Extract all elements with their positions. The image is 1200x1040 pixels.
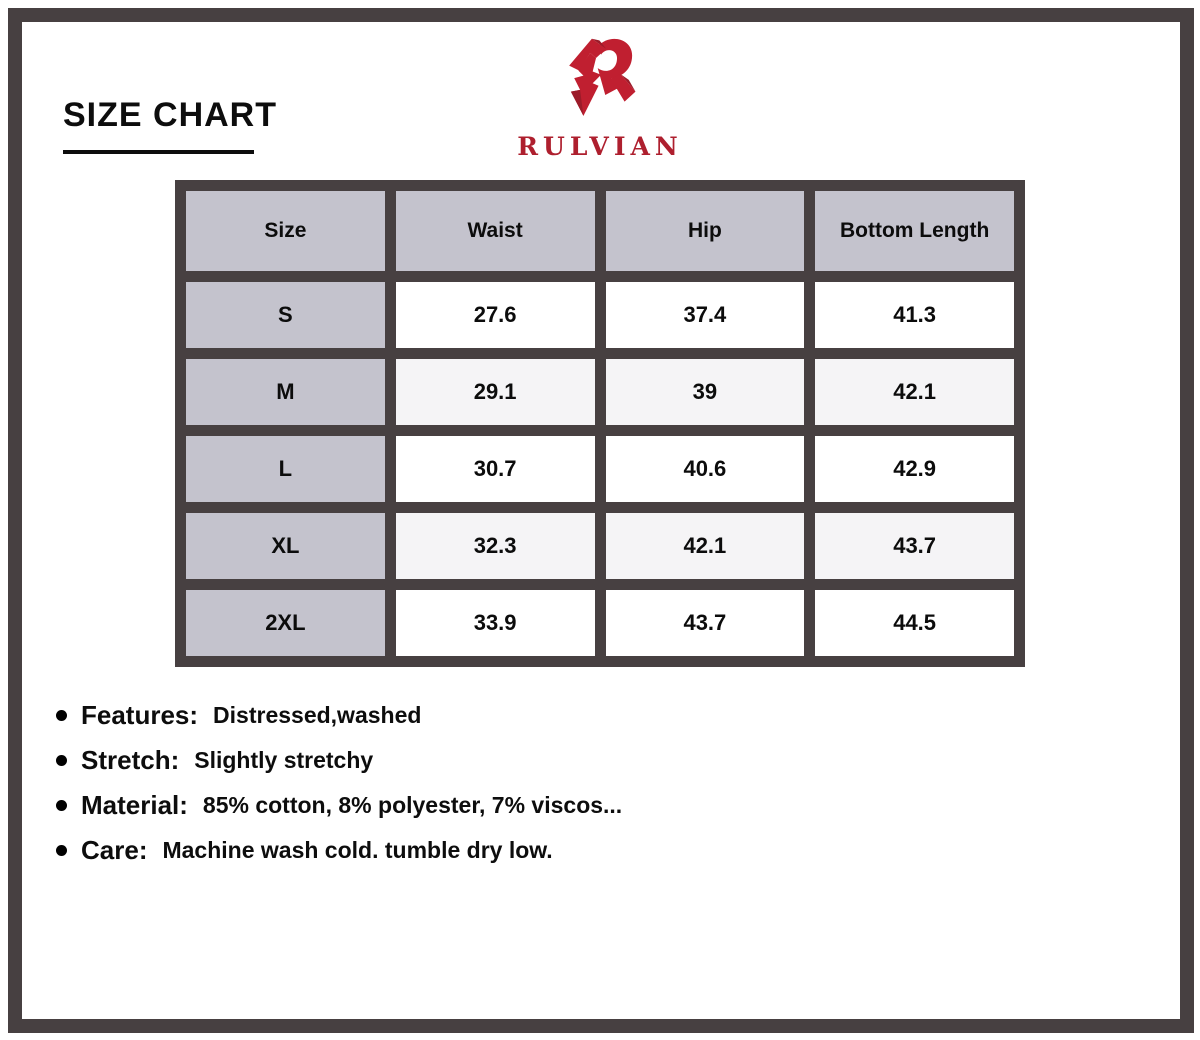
bullet-icon [56, 755, 67, 766]
table-row [186, 282, 1014, 348]
bullet-icon [56, 845, 67, 856]
table-row [186, 359, 1014, 425]
column-header-waist: Waist [396, 191, 595, 271]
size-cell: XL [186, 513, 385, 579]
waist-cell: 32.3 [396, 513, 595, 579]
size-cell: S [186, 282, 385, 348]
bottom-length-cell: 41.3 [815, 282, 1014, 348]
bottom-length-cell: 42.1 [815, 359, 1014, 425]
table-row [186, 513, 1014, 579]
product-details-list [56, 700, 622, 880]
waist-cell: 30.7 [396, 436, 595, 502]
brand-name: RULVIAN [517, 132, 683, 161]
detail-value: Machine wash cold. tumble dry low. [162, 837, 553, 863]
detail-label: Material: [81, 790, 188, 820]
waist-cell: 29.1 [396, 359, 595, 425]
bullet-icon [56, 710, 67, 721]
column-header-hip: Hip [606, 191, 805, 271]
size-cell: 2XL [186, 590, 385, 656]
column-header-size: Size [186, 191, 385, 271]
table-row [186, 590, 1014, 656]
table-header-row [186, 191, 1014, 271]
hip-cell: 39 [606, 359, 805, 425]
size-chart-table [175, 180, 1025, 667]
bottom-length-cell: 43.7 [815, 513, 1014, 579]
bullet-icon [56, 800, 67, 811]
detail-value: Distressed,washed [213, 702, 422, 728]
hip-cell: 40.6 [606, 436, 805, 502]
detail-item-features [56, 700, 622, 731]
title-underline [63, 150, 254, 154]
size-cell: L [186, 436, 385, 502]
table-row [186, 436, 1014, 502]
hip-cell: 37.4 [606, 282, 805, 348]
bottom-length-cell: 42.9 [815, 436, 1014, 502]
hip-cell: 43.7 [606, 590, 805, 656]
detail-label: Features: [81, 700, 199, 730]
detail-item-care [56, 835, 622, 866]
rulvian-r-mark-icon [558, 32, 642, 126]
detail-label: Care: [81, 835, 148, 865]
detail-label: Stretch: [81, 745, 180, 775]
column-header-bottom-length: Bottom Length [815, 191, 1014, 271]
size-cell: M [186, 359, 385, 425]
detail-value: Slightly stretchy [194, 747, 374, 773]
page-title: SIZE CHART [63, 96, 277, 134]
waist-cell: 33.9 [396, 590, 595, 656]
waist-cell: 27.6 [396, 282, 595, 348]
detail-value: 85% cotton, 8% polyester, 7% viscos... [202, 792, 623, 818]
bottom-length-cell: 44.5 [815, 590, 1014, 656]
hip-cell: 42.1 [606, 513, 805, 579]
brand-logo [517, 32, 683, 161]
detail-item-material [56, 790, 622, 821]
detail-item-stretch [56, 745, 622, 776]
